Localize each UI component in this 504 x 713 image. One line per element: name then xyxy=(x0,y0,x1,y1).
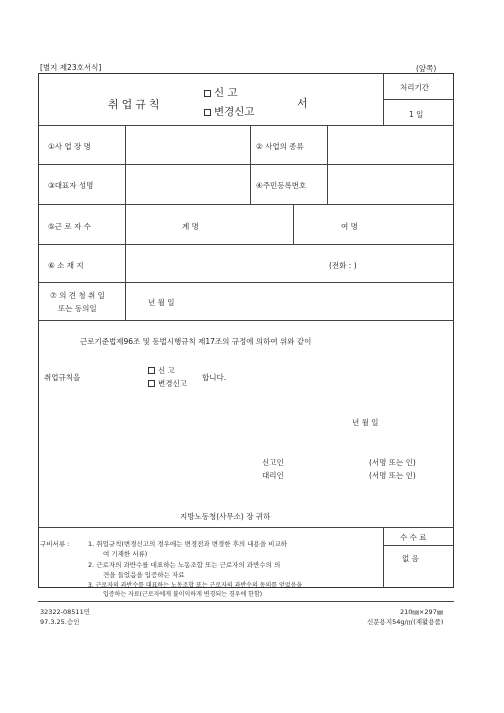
resident-number-field[interactable] xyxy=(330,167,451,201)
form-title-right: 서 xyxy=(297,97,311,110)
required-doc-item-1: 1. 취업규칙(변경신고의 경우에는 변경전과 변경한 후의 내용을 비교하 xyxy=(88,540,288,548)
checkbox-icon xyxy=(148,380,155,387)
legal-statement: 근로기준법제96조 및 동법시행규칙 제17조의 규정에 의하여 위와 같이 xyxy=(80,337,312,346)
business-type-field[interactable] xyxy=(330,128,451,162)
address-label: ⑥ 소 재 지 xyxy=(48,261,84,270)
representative-field[interactable] xyxy=(128,167,247,201)
phone-field[interactable]: (전화 : ) xyxy=(329,261,357,270)
business-name-label: ①사 업 장 명 xyxy=(48,142,91,151)
required-doc-item-3-cont: 입증하는 자료(근로자에게 불이익하게 변경되는 경우에 한함) xyxy=(103,591,263,598)
body-option-report[interactable]: 신 고 xyxy=(148,365,175,376)
checkbox-icon xyxy=(148,367,155,374)
processing-period-label: 처리기간 xyxy=(400,83,429,92)
body-option-change[interactable]: 변경신고 xyxy=(148,378,187,389)
form-title-left: 취업규칙 xyxy=(108,98,163,111)
fee-label: 수 수 료 xyxy=(400,533,427,542)
form-code: 32322-08511민 xyxy=(40,608,90,616)
fee-value: 없 음 xyxy=(402,554,419,563)
recipient-line: 지방노동청(사무소) 장 귀하 xyxy=(180,512,271,521)
paper-spec: 신문용지54g/㎡(재활용품) xyxy=(367,618,444,626)
opinion-date-label-line2: 또는 동의일 xyxy=(58,304,97,313)
checkbox-icon xyxy=(204,90,211,97)
rules-label: 취업규칙을 xyxy=(44,373,81,382)
checkbox-icon xyxy=(204,109,211,116)
opinion-date-label-line1: ⑦ 의 견 청 취 일 xyxy=(50,291,105,300)
statement-suffix: 합니다. xyxy=(202,373,227,382)
business-name-field[interactable] xyxy=(128,128,247,162)
workers-label: ⑤근 로 자 수 xyxy=(48,222,91,231)
option-report[interactable]: 신 고 xyxy=(204,85,238,100)
opinion-date-field[interactable]: 년 월 일 xyxy=(148,298,175,307)
option-change-report[interactable]: 변경신고 xyxy=(204,104,255,119)
required-doc-item-3: 3. 근로자의 과반수를 대표하는 노동조합 또는 근로자의 과반수의 동의를 얻었음을 xyxy=(88,582,303,589)
business-type-label: ② 사업의 종류 xyxy=(256,142,304,151)
agent-label: 대리인 xyxy=(262,471,284,480)
representative-label: ③대표자 성명 xyxy=(48,181,94,190)
submission-date[interactable]: 년 월 일 xyxy=(352,418,379,427)
required-docs-label: 구비서류 : xyxy=(40,540,70,548)
processing-period-value: 1 일 xyxy=(409,110,424,119)
form-number: [별지 제23호서식] xyxy=(40,63,102,72)
required-doc-item-2-cont: 견을 들었음을 입증하는 자료 xyxy=(103,571,185,579)
reporter-label: 신고인 xyxy=(262,458,284,467)
address-field[interactable] xyxy=(128,247,323,280)
resident-number-label: ④주민등록번호 xyxy=(256,181,307,190)
reporter-signature[interactable]: (서명 또는 인) xyxy=(369,458,416,467)
male-workers-field[interactable]: 계 명 xyxy=(182,222,199,231)
required-doc-item-2: 2. 근로자의 과반수를 대표하는 노동조합 또는 근로자의 과반수의 의 xyxy=(88,561,281,569)
paper-size: 210㎜×297㎜ xyxy=(400,608,444,616)
page-side-label: (앞쪽) xyxy=(416,64,437,73)
agent-signature[interactable]: (서명 또는 인) xyxy=(369,471,416,480)
female-workers-field[interactable]: 여 명 xyxy=(341,222,358,231)
approval-date: 97.3.25.승인 xyxy=(40,618,80,626)
required-doc-item-1-cont: 여 기재한 서류) xyxy=(103,550,148,558)
